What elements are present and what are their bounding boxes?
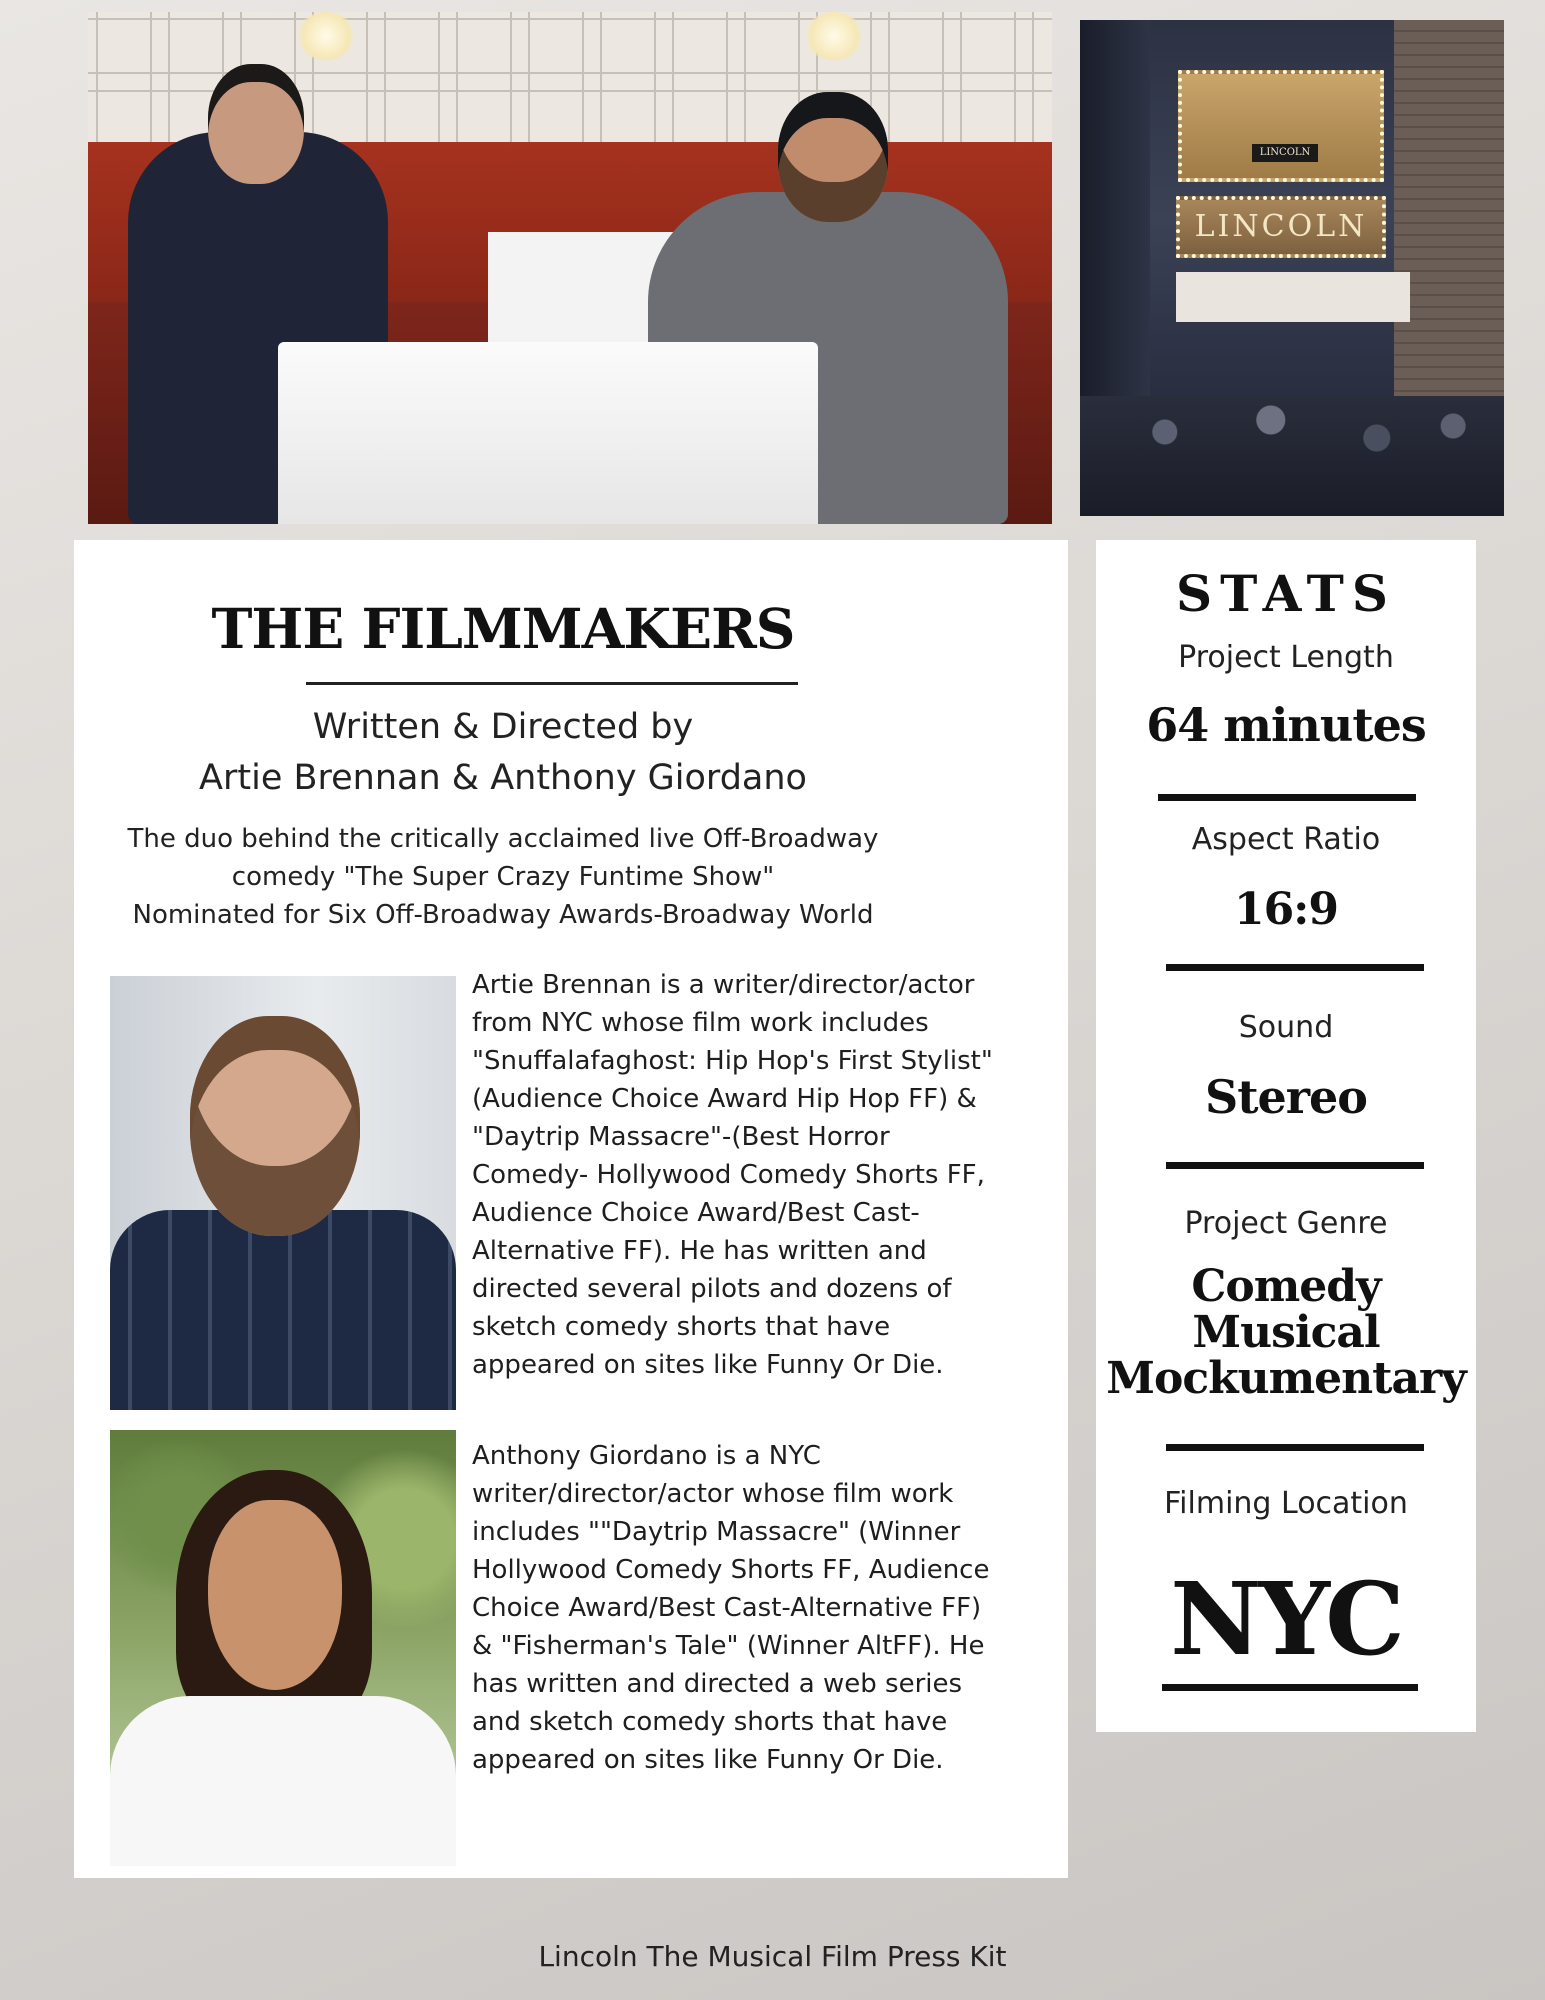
theater-sign-name: LINCOLN — [1176, 196, 1386, 258]
blurb-line-3: Nominated for Six Off-Broadway Awards-Broadway World — [132, 900, 874, 930]
blurb-line-1: The duo behind the critically acclaimed live Off-Broadway — [127, 824, 879, 854]
bio-line: sketch comedy shorts that have — [472, 1312, 891, 1342]
credit-line-1: Written & Directed by — [312, 707, 694, 747]
duo-blurb — [74, 820, 932, 934]
bio-line: includes ""Daytrip Massacre" (Winner — [472, 1517, 961, 1547]
stat-value-filming-location: NYC — [1170, 1560, 1402, 1678]
stat-label-project-length: Project Length — [1178, 640, 1394, 675]
bio-line: writer/director/actor whose film work — [472, 1479, 954, 1509]
stats-title: STATS — [1176, 564, 1396, 623]
bio-line: Comedy- Hollywood Comedy Shorts FF, — [472, 1160, 985, 1190]
stat-divider — [1158, 794, 1416, 801]
theater-sign-small-text: LINCOLN — [1252, 144, 1318, 162]
bio-line: directed several pilots and dozens of — [472, 1274, 952, 1304]
stat-value-project-genre — [1096, 1261, 1476, 1404]
bio-line: Alternative FF). He has written and — [472, 1236, 927, 1266]
artie-brennan-bio — [472, 966, 1052, 1384]
theater-marquee — [1176, 272, 1410, 322]
blurb-line-2: comedy "The Super Crazy Funtime Show" — [231, 862, 775, 892]
bio-line: Artie Brennan is a writer/director/actor — [472, 970, 975, 1000]
stat-divider — [1166, 964, 1424, 971]
page-title: THE FILMMAKERS — [211, 596, 795, 661]
person-left-head — [208, 64, 304, 184]
street-crowd — [1080, 396, 1504, 516]
genre-line: Comedy — [1191, 1261, 1381, 1312]
title-divider — [306, 682, 798, 685]
bio-line: from NYC whose film work includes — [472, 1008, 929, 1038]
stat-value-aspect-ratio: 16:9 — [1233, 884, 1339, 935]
genre-line: Musical — [1192, 1307, 1380, 1358]
bio-line: (Audience Choice Award Hip Hop FF) & — [472, 1084, 977, 1114]
bio-line: Choice Award/Best Cast-Alternative FF) — [472, 1593, 982, 1623]
headshot-face — [208, 1500, 342, 1690]
bio-line: Anthony Giordano is a NYC — [472, 1441, 821, 1471]
filmmakers-restaurant-photo — [88, 12, 1052, 524]
stat-label-project-genre: Project Genre — [1184, 1206, 1388, 1241]
credit-line-2: Artie Brennan & Anthony Giordano — [199, 758, 807, 798]
bio-line: has written and directed a web series — [472, 1669, 963, 1699]
dining-table — [278, 342, 818, 524]
stat-value-sound: Stereo — [1205, 1070, 1367, 1124]
bio-line: appeared on sites like Funny Or Die. — [472, 1350, 944, 1380]
artie-brennan-headshot — [110, 976, 456, 1410]
genre-line: Mockumentary — [1106, 1353, 1466, 1404]
person-right-head — [778, 92, 888, 222]
stat-label-aspect-ratio: Aspect Ratio — [1191, 822, 1381, 857]
wall-lamp — [296, 12, 356, 60]
stat-value-project-length: 64 minutes — [1146, 698, 1426, 752]
stat-label-sound: Sound — [1238, 1010, 1334, 1045]
headshot-shirt — [110, 1696, 456, 1866]
stat-divider — [1162, 1684, 1418, 1691]
bio-line: "Daytrip Massacre"-(Best Horror — [472, 1122, 890, 1152]
wall-lamp — [804, 12, 864, 60]
bio-line: Hollywood Comedy Shorts FF, Audience — [472, 1555, 990, 1585]
bio-line: & "Fisherman's Tale" (Winner AltFF). He — [472, 1631, 985, 1661]
bio-line: appeared on sites like Funny Or Die. — [472, 1745, 944, 1775]
theater-sign-logo — [1178, 70, 1384, 182]
credit-line — [74, 702, 932, 804]
stat-label-filming-location: Filming Location — [1164, 1486, 1408, 1521]
theater-marquee-photo — [1080, 20, 1504, 516]
footer-text: Lincoln The Musical Film Press Kit — [538, 1940, 1007, 1973]
anthony-giordano-headshot — [110, 1430, 456, 1866]
filmmakers-panel — [74, 540, 1068, 1878]
bio-line: "Snuffalafaghost: Hip Hop's First Stylist" — [472, 1046, 993, 1076]
bio-line: Audience Choice Award/Best Cast- — [472, 1198, 920, 1228]
stat-divider — [1166, 1444, 1424, 1451]
headshot-shirt — [110, 1210, 456, 1410]
stat-divider — [1166, 1162, 1424, 1169]
headshot-face — [190, 1016, 360, 1236]
stats-panel — [1096, 540, 1476, 1732]
anthony-giordano-bio — [472, 1437, 1052, 1779]
bio-line: and sketch comedy shorts that have — [472, 1707, 948, 1737]
